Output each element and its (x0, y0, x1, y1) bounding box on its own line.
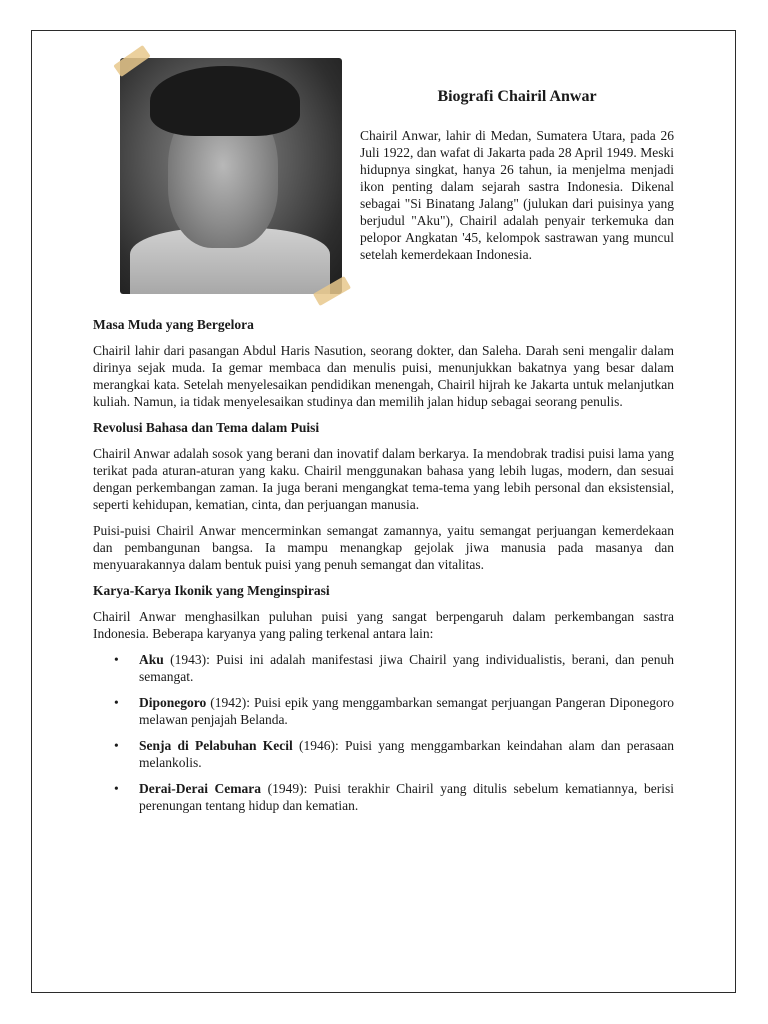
section-heading: Revolusi Bahasa dan Tema dalam Puisi (93, 420, 320, 435)
paragraph: Chairil Anwar menghasilkan puluhan puisi yang sangat berpengaruh dalam perkembangan sastra Indonesia. Beberapa karyanya yang paling terkenal antara lain: (93, 609, 674, 641)
section-heading: Karya-Karya Ikonik yang Menginspirasi (93, 583, 330, 598)
list-item (139, 780, 674, 814)
paragraph: Puisi-puisi Chairil Anwar mencerminkan semangat zamannya, yaitu semangat perjuangan kemerdekaan dan pembangunan bangsa. Ia mampu menangkap gejolak jiwa manusia pada masanya dan menyuarakannya dalam bentuk puisi yang penuh semangat dan vitalitas. (93, 523, 674, 572)
document-title: Biografi Chairil Anwar (437, 88, 597, 105)
list-item (139, 694, 674, 728)
list-item (139, 651, 674, 685)
work-title: Diponegoro (139, 695, 207, 710)
portrait-image (120, 58, 342, 294)
section-heading: Masa Muda yang Bergelora (93, 317, 254, 332)
document-body (93, 316, 674, 823)
work-description: (1943): Puisi ini adalah manifestasi jiwa Chairil yang individualistis, berani, dan penuh semangat. (139, 652, 674, 684)
portrait-photo (120, 58, 342, 294)
work-description: (1942): Puisi epik yang menggambarkan semangat perjuangan Pangeran Diponegoro melawan penjajah Belanda. (139, 695, 674, 727)
work-title: Aku (139, 652, 164, 667)
intro-paragraph: Chairil Anwar, lahir di Medan, Sumatera Utara, pada 26 Juli 1922, dan wafat di Jakarta pada 28 April 1949. Meski hidupnya singkat, hanya 26 tahun, ia menjelma menjadi ikon penting dalam sejarah sastra Indonesia. Dikenal sebagai "Si Binatang Jalang" (julukan dari puisinya yang berjudul "Aku"), Chairil adalah penyair terkemuka dan pelopor Angkatan '45, kelompok sastrawan yang muncul setelah kemerdekaan Indonesia. (360, 128, 674, 262)
work-title: Senja di Pelabuhan Kecil (139, 738, 293, 753)
list-item (139, 737, 674, 771)
work-description: (1946): Puisi yang menggambarkan keindahan alam dan perasaan melankolis. (139, 738, 674, 770)
paragraph: Chairil Anwar adalah sosok yang berani dan inovatif dalam berkarya. Ia mendobrak tradisi puisi lama yang terikat pada aturan-aturan yang kaku. Chairil menggunakan bahasa yang lebih lugas, modern, dan sesuai dengan perkembangan zaman. Ia juga berani mengangkat tema-tema yang lebih personal dan eksistensial, seperti kehidupan, kematian, cinta, dan perjuangan manusia. (93, 446, 674, 512)
paragraph: Chairil lahir dari pasangan Abdul Haris Nasution, seorang dokter, dan Saleha. Darah seni mengalir dalam dirinya sejak muda. Ia gemar membaca dan menulis puisi, menunjukkan bakatnya yang besar dalam merangkai kata. Setelah menyelesaikan pendidikan menengah, Chairil hijrah ke Jakarta untuk melanjutkan kuliah. Namun, ia tidak menyelesaikan studinya dan memilih jalan hidup sebagai seorang penulis. (93, 343, 674, 409)
works-list (93, 651, 674, 814)
work-title: Derai-Derai Cemara (139, 781, 262, 796)
work-description: (1949): Puisi terakhir Chairil yang ditulis sebelum kematiannya, berisi perenungan tentang hidup dan kematian. (139, 781, 674, 813)
